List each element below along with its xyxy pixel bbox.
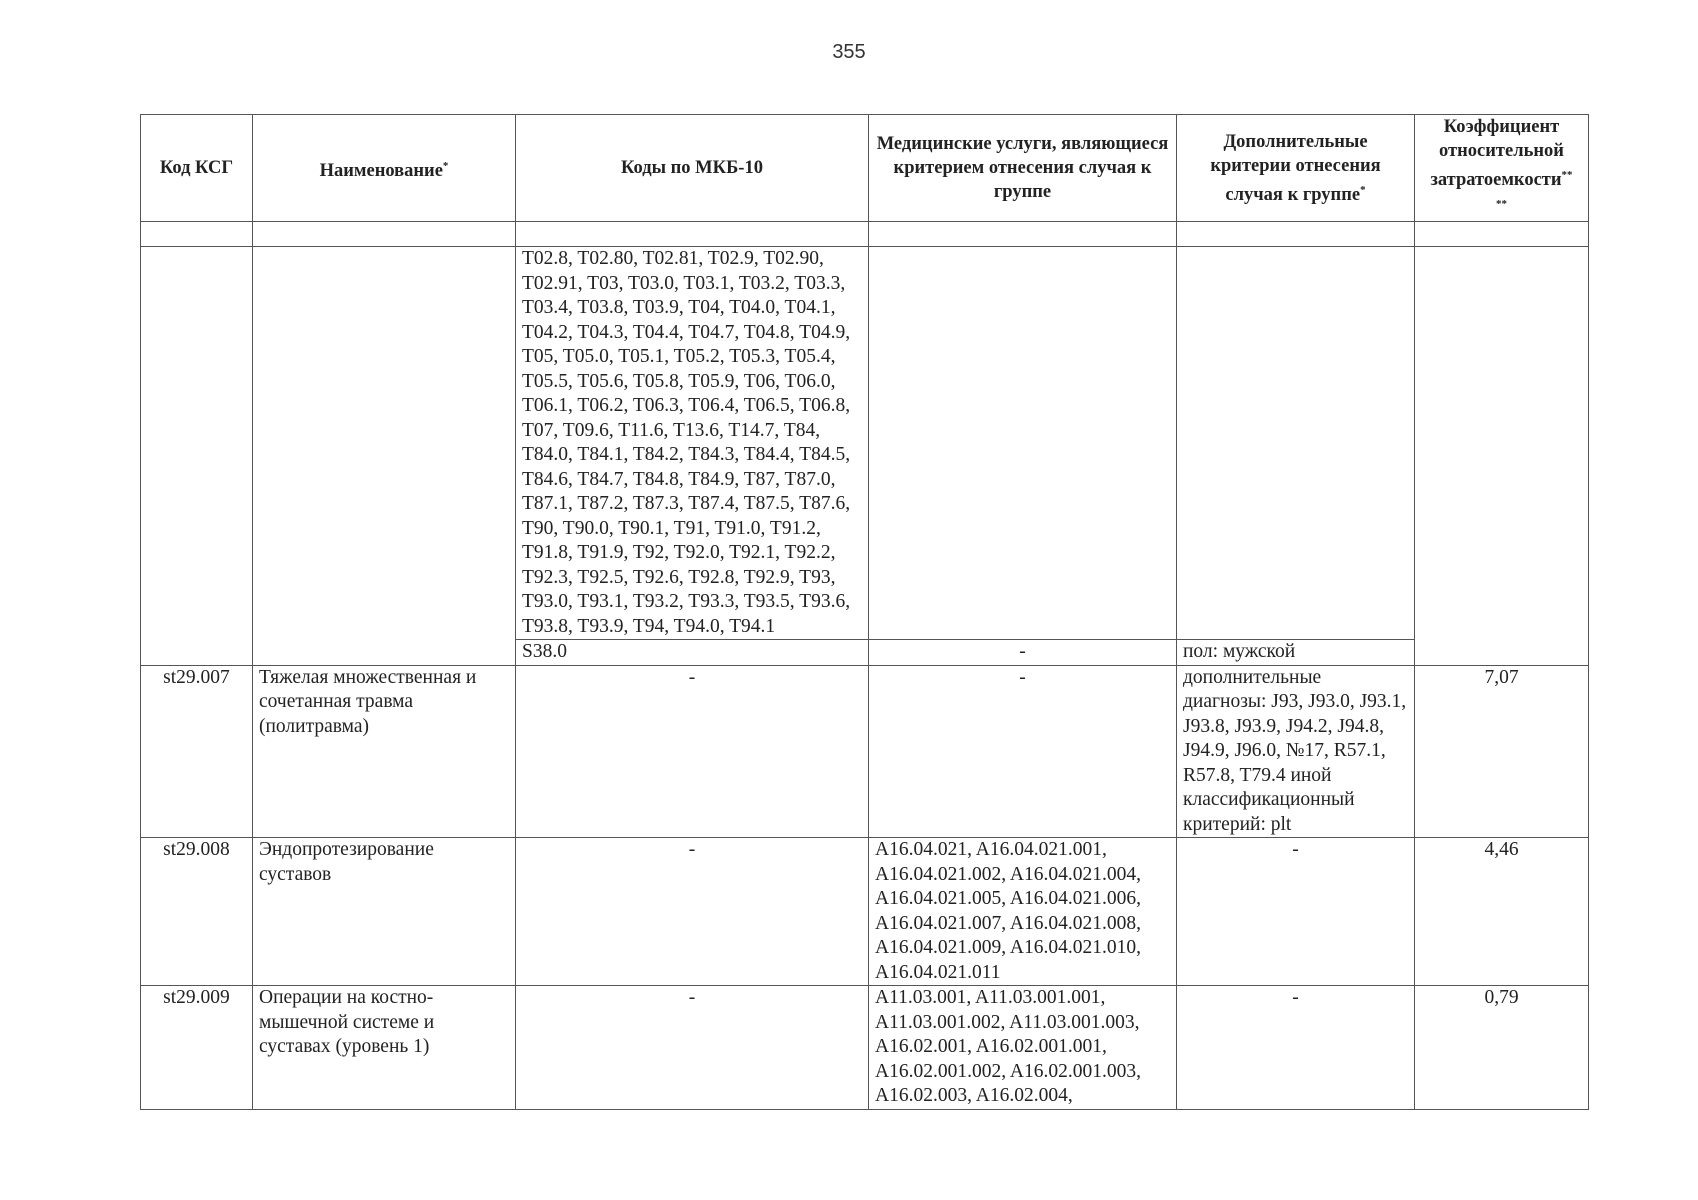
services-cell: A11.03.001, A11.03.001.001, A11.03.001.002, A11.03.001.003, A16.02.001, A16.02.001.001, A16.02.001.002, A16.02.001.003, A16.02.003, A16.02.004,	[869, 986, 1177, 1110]
header-criteria: Дополнительные критерии отнесения случая к группе*	[1177, 115, 1415, 222]
ksg-code-cell: st29.008	[141, 838, 253, 986]
ksg-code-cell: st29.007	[141, 665, 253, 838]
header-row	[141, 115, 1589, 222]
criteria-cell: дополнительные диагнозы: J93, J93.0, J93.1, J93.8, J93.9, J94.2, J94.8, J94.9, J96.0, №17, R57.1, R57.8, T79.4 иной классификационный критерий: plt	[1177, 665, 1415, 838]
table-row	[141, 838, 1589, 986]
mkb-cell: -	[516, 986, 869, 1110]
ksg-name-cell: Тяжелая множественная и сочетанная травма (политравма)	[253, 665, 516, 838]
mkb-cell: -	[516, 665, 869, 838]
ksg-name-cell: Эндопротезирование суставов	[253, 838, 516, 986]
mkb-codes-cell: T02.8, T02.80, T02.81, T02.9, T02.90, T02.91, T03, T03.0, T03.1, T03.2, T03.3, T03.4, T03.8, T03.9, T04, T04.0, T04.1, T04.2, T04.3, T04.4, T04.7, T04.8, T04.9, T05, T05.0, T05.1, T05.2, T05.3, T05.4, T05.5, T05.6, T05.8, T05.9, T06, T06.0, T06.1, T06.2, T06.3, T06.4, T06.5, T06.8, T07, T09.6, T11.6, T13.6, T14.7, T84, T84.0, T84.1, T84.2, T84.3, T84.4, T84.5, T84.6, T84.7, T84.8, T84.9, T87, T87.0, T87.1, T87.2, T87.3, T87.4, T87.5, T87.6, T90, T90.0, T90.1, T91, T91.0, T91.2, T91.8, T91.9, T92, T92.0, T92.1, T92.2, T92.3, T92.5, T92.6, T92.8, T92.9, T93, T93.0, T93.1, T93.2, T93.3, T93.5, T93.6, T93.8, T93.9, T94, T94.0, T94.1	[516, 247, 869, 640]
ksg-name-cell: Операции на костно-мышечной системе и суставах (уровень 1)	[253, 986, 516, 1110]
header-name: Наименование*	[253, 115, 516, 222]
services-cell: A16.04.021, A16.04.021.001, A16.04.021.002, A16.04.021.004, A16.04.021.005, A16.04.021.006, A16.04.021.007, A16.04.021.008, A16.04.021.009, A16.04.021.010, A16.04.021.011	[869, 838, 1177, 986]
header-services: Медицинские услуги, являющиеся критерием отнесения случая к группе	[869, 115, 1177, 222]
criteria-sub-cell: пол: мужской	[1177, 640, 1415, 666]
mkb-cell: -	[516, 838, 869, 986]
mkb-sub-cell: S38.0	[516, 640, 869, 666]
page-number: 355	[832, 41, 866, 63]
ksg-code-cell: st29.009	[141, 986, 253, 1110]
header-code: Код КСГ	[141, 115, 253, 222]
header-coef: Коэффициент относительной затратоемкости** **	[1415, 115, 1589, 222]
ksg-table	[140, 114, 1589, 1110]
criteria-cell: -	[1177, 986, 1415, 1110]
header-mkb: Коды по МКБ-10	[516, 115, 869, 222]
coef-cell: 0,79	[1415, 986, 1589, 1110]
services-sub-cell: -	[869, 640, 1177, 666]
coef-cell: 4,46	[1415, 838, 1589, 986]
table-row	[141, 986, 1589, 1110]
blank-row	[141, 222, 1589, 247]
table-row	[141, 665, 1589, 838]
criteria-cell: -	[1177, 838, 1415, 986]
coef-cell: 7,07	[1415, 665, 1589, 838]
continuation-row	[141, 247, 1589, 640]
services-cell: -	[869, 665, 1177, 838]
